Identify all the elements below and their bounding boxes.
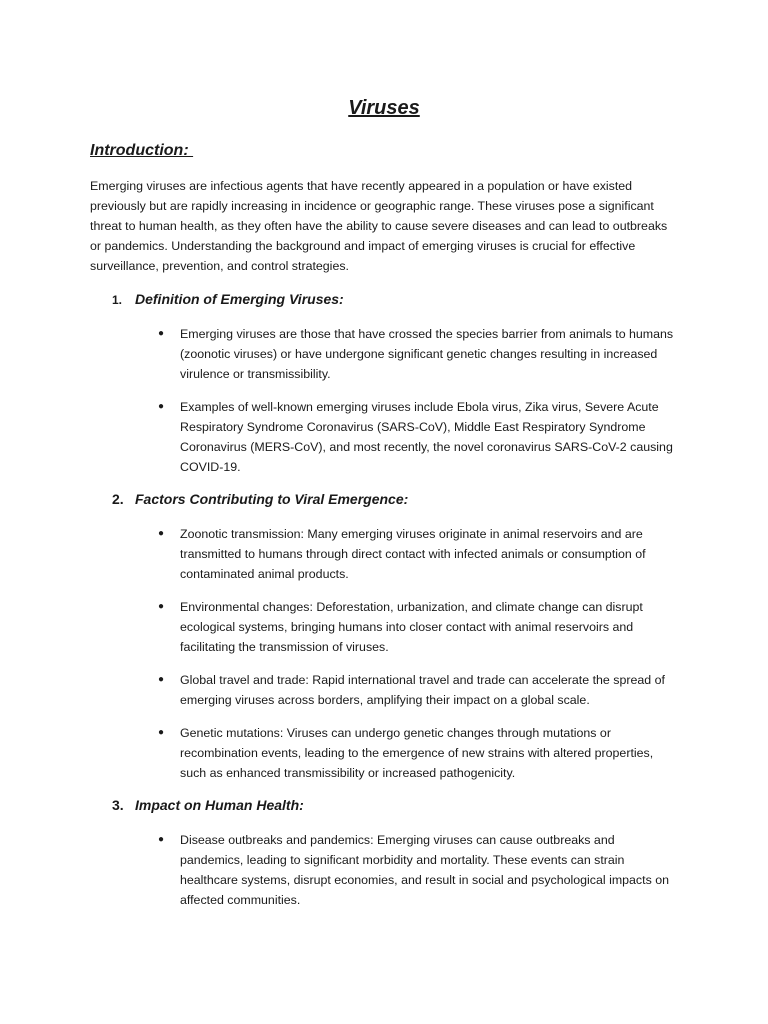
- list-item-text: Emerging viruses are those that have crossed the species barrier from animals to humans (zoonotic viruses) or have undergone significant genetic changes resulting in increased virulence or transmissibility.: [180, 327, 674, 381]
- section-title: Definition of Emerging Viruses:: [135, 291, 344, 307]
- list-item: [158, 397, 680, 477]
- list-item: [158, 830, 680, 910]
- bullet-icon: ●: [158, 401, 165, 412]
- section-number: 3.: [112, 797, 124, 813]
- list-item-text: Disease outbreaks and pandemics: Emerging viruses can cause outbreaks and pandemics, leading to significant morbidity and mortality. These events can strain healthcare systems, disrupt economies, and result in social and psychological impacts on affected communities.: [180, 833, 669, 907]
- list-item-text: Examples of well-known emerging viruses include Ebola virus, Zika virus, Severe Acute Respiratory Syndrome Coronavirus (SARS-CoV), Middle East Respiratory Syndrome Coronavirus (MERS-CoV), and most recently, the novel coronavirus SARS-CoV-2 causing COVID-19.: [180, 400, 673, 474]
- list-item: [158, 597, 680, 657]
- list-item: [158, 723, 680, 783]
- bullet-icon: ●: [158, 601, 165, 612]
- list-item: [158, 524, 680, 584]
- section-heading-definition: [112, 290, 344, 309]
- introduction-heading: Introduction:: [90, 142, 194, 159]
- list-item-text: Genetic mutations: Viruses can undergo genetic changes through mutations or recombination events, leading to the emergence of new strains with altered properties, such as enhanced transmissibility or increased pathogenicity.: [180, 726, 654, 780]
- bullet-icon: ●: [158, 727, 165, 738]
- introduction-paragraph: Emerging viruses are infectious agents that have recently appeared in a population or have existed previously but are rapidly increasing in incidence or geographic range. These viruses pose a significant threat to human health, as they often have the ability to cause severe diseases and can lead to outbreaks or pandemics. Understanding the background and impact of emerging viruses is crucial for effective surveillance, prevention, and control strategies.: [90, 179, 668, 273]
- list-item: [158, 670, 680, 710]
- section-heading-impact: [112, 796, 304, 814]
- section-title: Impact on Human Health:: [135, 797, 304, 813]
- document-title: Viruses: [348, 97, 420, 119]
- list-item-text: Zoonotic transmission: Many emerging viruses originate in animal reservoirs and are transmitted to humans through direct contact with infected animals or consumption of contaminated animal products.: [180, 527, 646, 581]
- bullet-icon: ●: [158, 834, 165, 845]
- bullet-icon: ●: [158, 528, 165, 539]
- section-title: Factors Contributing to Viral Emergence:: [135, 491, 409, 507]
- section-heading-factors: [112, 490, 408, 508]
- list-item-text: Environmental changes: Deforestation, urbanization, and climate change can disrupt ecological systems, bringing humans into closer contact with animal reservoirs and facilitating the transmission of viruses.: [180, 600, 643, 654]
- section-number: 1.: [112, 293, 123, 307]
- list-item-text: Global travel and trade: Rapid international travel and trade can accelerate the spread of emerging viruses across borders, amplifying their impact on a global scale.: [180, 673, 665, 707]
- list-item: [158, 324, 680, 384]
- bullet-icon: ●: [158, 674, 165, 685]
- bullet-icon: ●: [158, 328, 165, 339]
- section-number: 2.: [112, 491, 124, 507]
